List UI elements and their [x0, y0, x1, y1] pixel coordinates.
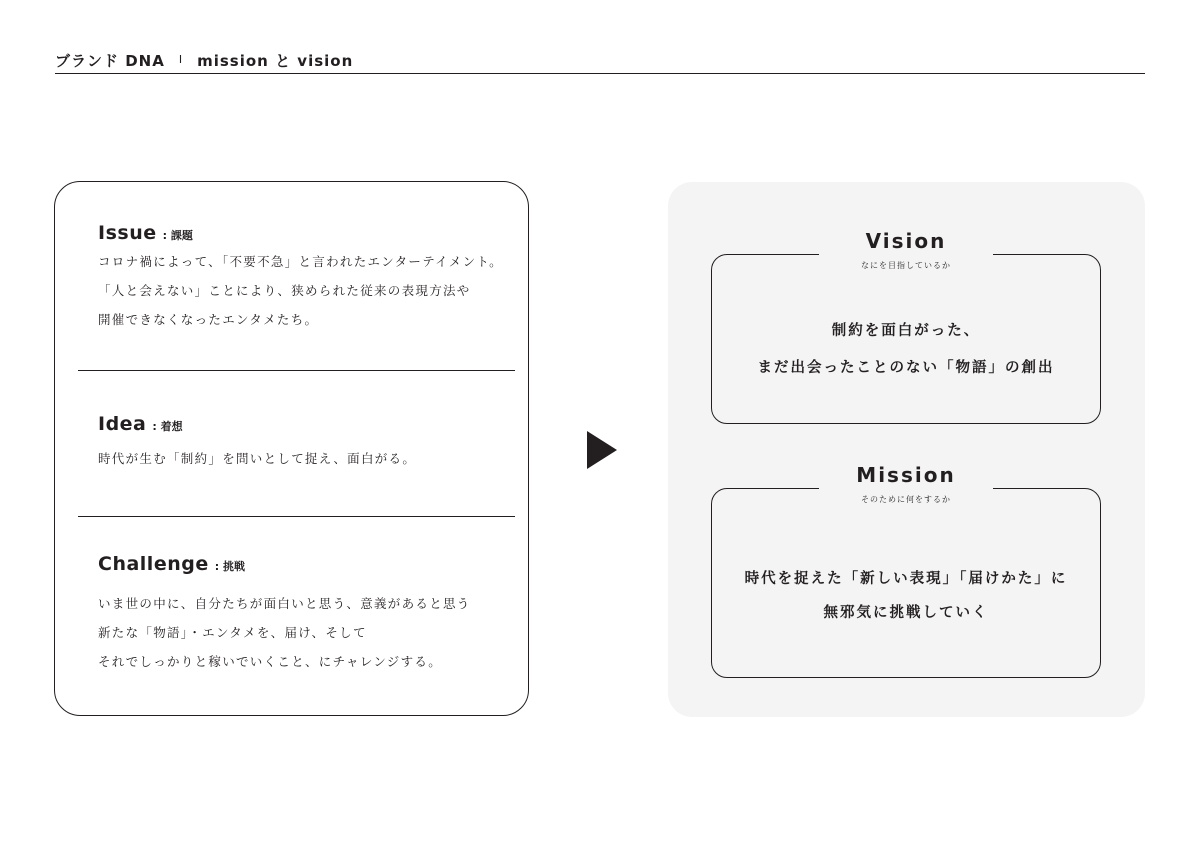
page-subtitle: mission と vision	[197, 52, 354, 70]
mission-subtitle: そのために何をするか	[861, 495, 951, 504]
issue-subtitle: : 課題	[162, 229, 193, 242]
mission-heading	[819, 461, 993, 505]
context-card	[54, 181, 529, 716]
vision-subtitle: なにを目指しているか	[861, 261, 951, 270]
challenge-line: それでしっかりと稼いでいくこと、にチャレンジする。	[98, 654, 443, 669]
issue-line: 開催できなくなったエンタメたち。	[98, 312, 319, 327]
mission-title: Mission	[856, 463, 956, 487]
vision-title: Vision	[865, 229, 947, 253]
vision-heading	[819, 227, 993, 271]
idea-line: 時代が生む「制約」を問いとして捉え、面白がる。	[98, 451, 417, 466]
page-title: ブランド DNA	[55, 52, 165, 70]
challenge-title: Challenge	[98, 553, 209, 575]
idea-heading	[98, 413, 508, 435]
mission-statement-line: 時代を捉えた「新しい表現」「届けかた」に	[744, 571, 1068, 587]
vision-frame	[711, 229, 1101, 424]
idea-subtitle: : 着想	[152, 420, 183, 433]
challenge-line: 新たな「物語」・エンタメを、届け、そして	[98, 625, 367, 640]
issue-heading	[98, 222, 508, 244]
header-separator: I	[178, 53, 184, 66]
challenge-subtitle: : 挑戦	[214, 560, 245, 573]
challenge-heading	[98, 553, 508, 575]
issue-line: コロナ禍によって、「不要不急」と言われたエンターテイメント。	[98, 254, 503, 269]
challenge-section	[98, 553, 508, 670]
idea-section	[98, 413, 508, 467]
vision-statement-line: 制約を面白がった、	[831, 323, 981, 339]
challenge-line: いま世の中に、自分たちが面白いと思う、意義があると思う	[98, 596, 471, 611]
vision-statement-line: まだ出会ったことのない「物語」の創出	[757, 360, 1055, 376]
issue-title: Issue	[98, 222, 157, 244]
page-header	[55, 50, 1145, 74]
arrow-right-icon	[587, 431, 617, 469]
section-divider	[78, 370, 515, 371]
issue-line: 「人と会えない」ことにより、狭められた従来の表現方法や	[98, 283, 471, 298]
idea-title: Idea	[98, 413, 147, 435]
section-divider	[78, 516, 515, 517]
vision-mission-panel	[668, 182, 1145, 717]
mission-statement-line: 無邪気に挑戦していく	[823, 605, 989, 621]
issue-section	[98, 222, 508, 328]
mission-frame	[711, 463, 1101, 678]
